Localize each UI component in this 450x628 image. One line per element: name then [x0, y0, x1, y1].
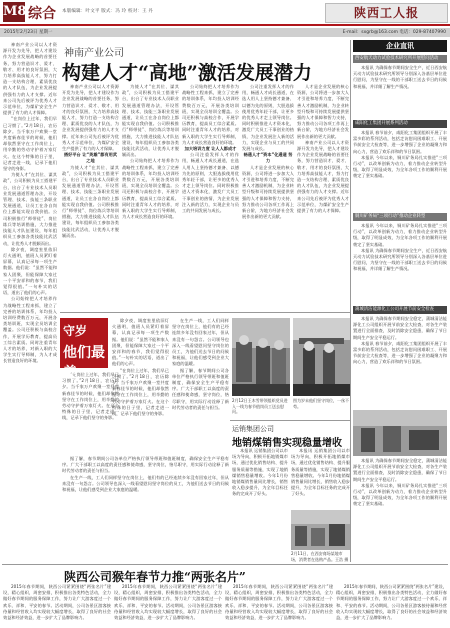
- right-topic-1: 西安航天动力试验技术研究所开展慰问活动: [353, 55, 447, 63]
- divider: [230, 420, 350, 421]
- right-article-2: 本报讯 春节前夕，咸阳化工集团组织开展了丰富多彩的系列活动，包括走访慰问困难职工、开展节前安全大检查等，进一步增强了企业的凝聚力和向心力，营造了欢乐祥和的节日氛围。 本报讯 今年以来，铜川矿务局扎实推进“三项行动”，以改革创新为动力，着力推动企业转型升级，取得了明显成效，为全年各项工作的顺利开展奠定了坚实基础。: [353, 130, 447, 179]
- right-topic-3: 铜川矿务局“三项行动”推动企业转型: [353, 213, 447, 221]
- middle-headline: 地销煤销售实现稳量增收: [232, 438, 342, 449]
- issue-date: 2015年2月23日 星期一: [4, 30, 53, 35]
- bottom-article-col3: 2015年春节期间，陕西公司紧紧围绕“两张名片”建设，精心组织，周密安排，积极推出各类特色活动，全力做好春节期间的服务保障工作，努力让广大游客度过一个欢乐、祥和、平安的春节。活动期间，公司各景区游客接待量和经营收入均实现较大幅度增长，取得了良好的社会效益和经济效益，进一步扩大了品牌影响力。: [225, 584, 333, 621]
- lead-article-col3: 公司始终把人才培养作为战略性工程来抓，建立了完善的培训体系，年均投入培训经费数百万元，开展各类培训班，实现全员培训全覆盖。公司还积极与高校合作，开展学历教育，提高员工综合素质。同时注重青年人才的培养，对新入职的大学生实行导师制，为人才成长营造良好的环境。 加大培训力度 让人人都成才 公司注重发挥人才的作用，畅通人才成长通道，在选人用人上坚持德才兼备、以德为先的原则，大胆选拔使用优秀年轻干部，让更多的优秀人才走上领导岗位。同时积极推进人才资本化，激发广大员工干事创业的热情，为企业发展注入新的活力，实现企业与员工的共同发展与成长。: [182, 84, 239, 214]
- lead-article-col1: 神南产业公司以人才资源开发为先导，把人才建设作为企业发展战略的首要任务，努力营造识才、爱才、敬才、用才的良好氛围，大力培养高技能人才，努力打造一支结构合理、素质优良的人才队伍，为企业发展提供强有力的人才支撑。近年来公司先后被评为优秀人才示范单位，为煤矿安全生产提供了有力的人才保障。 搭好平台 让“英雄”都有用武之地 为使人才“在其位、谋其政”，公司积极为员工搭建平台，出台了专业技术人员职业发展通道管理办法，开设管理、技术、技能三条职业发展通道，让员工在各自岗位上都能实现自我价值。公司积极推行“师带徒”、岗位练兵等培训措施，大力推进技能人才队伍建设，每年组织员工参加各类技能比武活动，让优秀人才脱颖而出。: [62, 84, 119, 238]
- bottom-article-col4: 2015年春节期间，陕西公司紧紧围绕“两张名片”建设，精心组织，周密安排，积极推出各类特色活动，全力做好春节期间的服务保障工作，努力让广大游客度过一个欢乐、祥和、平安的春节。活动期间，公司各景区游客接待量和经营收入均实现较大幅度增长，取得了良好的社会效益和经济效益，进一步扩大了品牌影响力。: [336, 584, 447, 621]
- bottom-article-col1: 2015年春节期间，陕西公司紧紧围绕“两张名片”建设，精心组织，周密安排，积极推出各类特色活动，全力做好春节期间的服务保障工作，努力让广大游客度过一个欢乐、祥和、平安的春节。活动期间，公司各景区游客接待量和经营收入均实现较大幅度增长，取得了良好的社会效益和经济效益，进一步扩大了品牌影响力。: [3, 584, 111, 621]
- photo-workers-site: [293, 318, 350, 396]
- guard-article-bottom: 据了解，春节期间公司各单位严格执行领导带班和值班制度，确保安全生产平稳有序。广大干部职工以高度的责任感和使命感，坚守岗位，恪尽职守，用实际行动诠释了新时代劳动者的责任与担当。 在生产一线，工人们同样坚守在岗位上，他们有的已经连续多年没有回家过年，但从来没有一句怨言。公司领导也深入一线看望慰问坚守岗位的员工，为他们送去节日的问候和祝福，让他们感受到企业大家庭的温暖。: [62, 456, 229, 493]
- lead-kicker: 神南产业公司: [64, 48, 124, 59]
- right-topic-4: 蒲城清洁能源化工公司开展节前安全检查: [353, 306, 447, 314]
- masthead: [0, 0, 450, 26]
- section-name: 综合: [28, 6, 56, 22]
- divider: [2, 564, 448, 565]
- middle-article-col2: 本报讯 运销集团公司以市场为导向，积极开拓地销煤市场，通过优化销售结构、提升服务质量等措施，实现了地销煤销售稳量增收。今年1月份地销煤销售量同比增长，销售收入稳步提升，为全年目标任务的完成开了好头。: [291, 448, 350, 497]
- photo-right-column: [353, 410, 447, 456]
- banner-bottom-text: 他们最美: [63, 345, 105, 381]
- right-article-3: 本报讯 今年以来，铜川矿务局扎实推进“三项行动”，以改革创新为动力，着力推动企业转型升级，取得了明显成效，为全年各项工作的顺利开展奠定了坚实基础。 本报讯 为确保春节期间安全生产，近日西安航天动力试验技术研究所领导分别深入各基层单位进行慰问，为坚守在一线的干部职工送去节日的问候和祝福，并详细了解生产情况。: [353, 223, 447, 272]
- right-column-header: 企业直讯: [353, 40, 447, 52]
- banner-top-text: 守岁: [63, 324, 88, 338]
- right-article-1: 本报讯 为确保春节期间安全生产，近日西安航天动力试验技术研究所领导分别深入各基层单位进行慰问，为坚守在一线的干部职工送去节日的问候和祝福，并详细了解生产情况。: [353, 65, 447, 89]
- section-code: M8: [3, 2, 25, 22]
- left-narrow-column: 神南产业公司以人才资源开发为先导，把人才建设作为企业发展战略的首要任务，努力营造识才、爱才、敬才、用才的良好氛围，大力培养高技能人才，努力打造一支结构合理、素质优良的人才队伍，为企业发展提供强有力的人才支撑。近年来公司先后被评为优秀人才示范单位，为煤矿安全生产提供了有力的人才保障。 “在岗位上过年，我们早已习惯了。”2月18日，农历除夕。当千家万户欢聚一堂共度新春佳节的时候，他们却依然坚守在工作岗位上，用辛勤的劳动守护着万家灯火。在这个特殊的日子里，记者走进一线，记录下他们坚守的身影。 为使人才“在其位、谋其政”，公司积极为员工搭建平台，出台了专业技术人员职业发展通道管理办法，开设管理、技术、技能三条职业发展通道，让员工在各自岗位上都能实现自我价值。公司积极推行“师带徒”、岗位练兵等培训措施，大力推进技能人才队伍建设，每年组织员工参加各类技能比武活动，让优秀人才脱颖而出。 除夕夜，调度室里依旧灯火通明，值班人员紧盯着屏幕，认真记录每一项生产数据。他们说：“虽然不能和家人团聚，但能保障大家过一个平安祥和的春节，我们觉得很值。”一句朴实的话语，道出了他们的心声。 公司始终把人才培养作为战略性工程来抓，建立了完善的培训体系，年均投入培训经费数百万元，开展各类培训班，实现全员培训全覆盖。公司还积极与高校合作，开展学历教育，提高员工综合素质。同时注重青年人才的培养，对新入职的大学生实行导师制，为人才成长营造良好的环境。: [3, 42, 57, 364]
- date-bar: [0, 28, 450, 37]
- guard-article-col2: 在生产一线，工人们同样坚守在岗位上，他们有的已经连续多年没有回家过年，但从来没有一句怨言。公司领导也深入一线看望慰问坚守岗位的员工，为他们送去节日的问候和祝福，让他们感受到企业大家庭的温暖。 据了解，春节期间公司各单位严格执行领导带班和值班制度，确保安全生产平稳有序。广大干部职工以高度的责任感和使命感，坚守岗位，恪尽职守，用实际行动诠释了新时代劳动者的责任与担当。: [172, 318, 229, 410]
- guard-article-col0: “在岗位上过年，我们早已习惯了。”2月18日，农历除夕。当千家万户欢聚一堂共度新春佳节的时候，他们却依然坚守在工作岗位上，用辛勤的劳动守护着万家灯火。在这个特殊的日子里，记者走进一线，记录下他们坚守的身影。: [62, 372, 119, 421]
- bottom-headline: 陕西公司猴年春节力推“两张名片”: [64, 570, 246, 584]
- editor-credits: 本版编辑：叶文平 版式：冯 玲 校对：王 丹: [62, 9, 154, 14]
- newspaper-logo: 陕西工人报: [325, 3, 448, 23]
- right-topic-2: 咸阳化工集团开展系列活动: [353, 120, 447, 128]
- middle-photo-caption: 2月11日，在西安商场某地市场，消费者在选购产品。王浩 摄: [291, 551, 349, 562]
- middle-kicker: 运销集团公司: [232, 425, 274, 433]
- lead-headline: 构建人才“高地”激活发展潜力: [62, 62, 312, 84]
- contact-info: E-mail：sxgrb@163.com 电话：029-87407990: [342, 30, 446, 35]
- divider: [60, 312, 350, 313]
- photo-workers-indoor: [232, 318, 290, 396]
- right-article-4: 本报讯 为确保春节期间安全稳定，蒲城清洁能源化工公司组织开展节前安全大检查，对各生产装置进行全面排查，及时消除安全隐患，确保了节日期间生产安全平稳运行。 本报讯 春节前夕，咸阳化工集团组织开展了丰富多彩的系列活动，包括走访慰问困难职工、开展节前安全大检查等，进一步增强了企业的凝聚力和向心力，营造了欢乐祥和的节日氛围。: [353, 316, 447, 365]
- lead-article-col2: 为使人才“在其位、谋其政”，公司积极为员工搭建平台，出台了专业技术人员职业发展通道管理办法，开设管理、技术、技能三条职业发展通道，让员工在各自岗位上都能实现自我价值。公司积极推行“师带徒”、岗位练兵等培训措施，大力推进技能人才队伍建设，每年组织员工参加各类技能比武活动，让优秀人才脱颖而出。 公司始终把人才培养作为战略性工程来抓，建立了完善的培训体系，年均投入培训经费数百万元，开展各类培训班，实现全员培训全覆盖。公司还积极与高校合作，开展学历教育，提高员工综合素质。同时注重青年人才的培养，对新入职的大学生实行导师制，为人才成长营造良好的环境。: [122, 84, 179, 220]
- photo-caption-right: 图为岁末他们坚守岗位，一丝不苟。: [293, 398, 349, 409]
- photo-caption-left: 2月12日王木雪带领组织党员进入一线为春节值岗员工送去慰问。: [232, 398, 288, 414]
- lead-article-col5: 人才是企业发展的核心资源，公司将进一步加大人才引进和培养力度，不断完善人才激励机制，为企业转型升级和可持续发展提供坚强的人才保障和智力支持，努力推动公司各项工作再上新台阶，为地方经济社会发展作出新的更大贡献。 神南产业公司以人才资源开发为先导，把人才建设作为企业发展战略的首要任务，努力营造识才、爱才、敬才、用才的良好氛围，大力培养高技能人才，努力打造一支结构合理、素质优良的人才队伍，为企业发展提供强有力的人才支撑。近年来公司先后被评为优秀人才示范单位，为煤矿安全生产提供了有力的人才保障。: [297, 84, 349, 214]
- right-article-5: 本报讯 为确保春节期间安全稳定，蒲城清洁能源化工公司组织开展节前安全大检查，对各生产装置进行全面排查，及时消除安全隐患，确保了节日期间生产安全平稳运行。 本报讯 今年以来，铜川矿务局扎实推进“三项行动”，以改革创新为动力，着力推动企业转型升级，取得了明显成效，为全年各项工作的顺利开展奠定了坚实基础。: [353, 458, 447, 507]
- column-divider: [350, 40, 351, 562]
- guard-article-col1: 除夕夜，调度室里依旧灯火通明，值班人员紧盯着屏幕，认真记录每一项生产数据。他们说：“虽然不能和家人团聚，但能保障大家过一个平安祥和的春节，我们觉得很值。”一句朴实的话语，道出了他们的心声。 “在岗位上过年，我们早已习惯了。”2月18日，农历除夕。当千家万户欢聚一堂共度新春佳节的时候，他们却依然坚守在工作岗位上，用辛勤的劳动守护着万家灯火。在这个特殊的日子里，记者走进一线，记录下他们坚守的身影。: [112, 318, 169, 417]
- middle-article-col1: 本报讯 运销集团公司以市场为导向，积极开拓地销煤市场，通过优化销售结构、提升服务质量等措施，实现了地销煤销售稳量增收。今年1月份地销煤销售量同比增长，销售收入稳步提升，为全年目标任务的完成开了好头。: [232, 448, 288, 497]
- photo-market: [291, 510, 350, 550]
- guard-banner: [60, 318, 108, 381]
- lead-article-col4: 公司注重发挥人才的作用，畅通人才成长通道，在选人用人上坚持德才兼备、以德为先的原则，大胆选拔使用优秀年轻干部，让更多的优秀人才走上领导岗位。同时积极推进人才资本化，激发广大员工干事创业的热情，为企业发展注入新的活力，实现企业与员工的共同发展与成长。 畅通人才“资本”化通道 努力 人才是企业发展的核心资源，公司将进一步加大人才引进和培养力度，不断完善人才激励机制，为企业转型升级和可持续发展提供坚强的人才保障和智力支持，努力推动公司各项工作再上新台阶，为地方经济社会发展作出新的更大贡献。: [242, 84, 294, 220]
- bottom-article-col2: 2015年春节期间，陕西公司紧紧围绕“两张名片”建设，精心组织，周密安排，积极推出各类特色活动，全力做好春节期间的服务保障工作，努力让广大游客度过一个欢乐、祥和、平安的春节。活动期间，公司各景区游客接待量和经营收入均实现较大幅度增长，取得了良好的社会效益和经济效益，进一步扩大了品牌影响力。: [114, 584, 222, 621]
